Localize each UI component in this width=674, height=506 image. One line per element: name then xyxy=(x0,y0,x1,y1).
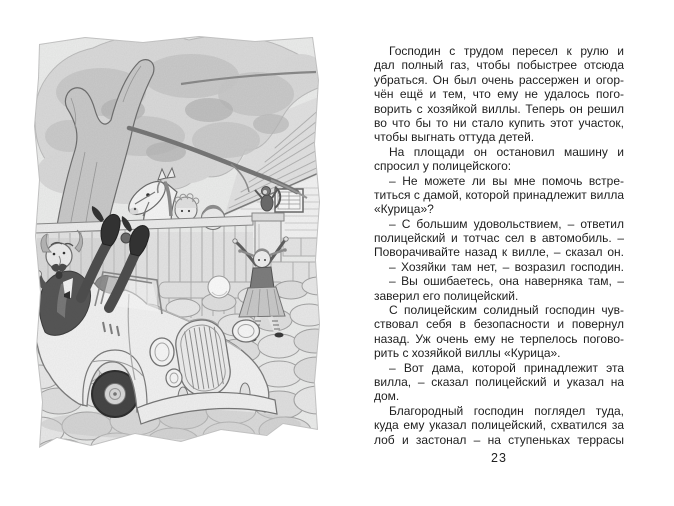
text-line: спросил у полицейского: xyxy=(374,159,512,174)
text-line: – Вот дама, которой принадлежит эта xyxy=(389,360,624,375)
text-line: дал полный газ, чтобы побыстрее отсюда xyxy=(374,58,624,73)
right-page xyxy=(374,44,624,447)
text-line: дом. xyxy=(374,389,400,404)
text-line: – С большим удовольствием, – ответил xyxy=(389,216,624,231)
text-line: ствовал себя в безопасности и повернул xyxy=(374,317,624,332)
text-line: лоб и застонал – на ступеньках террасы xyxy=(374,432,624,447)
illustration xyxy=(31,32,323,464)
text-line: чён ещё и тем, что ему не удалось пого- xyxy=(374,87,624,102)
text-line: титься с дамой, которой принадлежит вилла xyxy=(374,187,624,202)
text-line: – Вы ошибаетесь, она наверняка там, – xyxy=(389,274,624,289)
text-line: убраться. Он был очень рассержен и огор- xyxy=(374,72,624,87)
text-line: На площади он остановил машину и xyxy=(389,144,624,159)
text-line: «Курица»? xyxy=(374,202,434,217)
text-line: Господин с трудом пересел к рулю и xyxy=(389,44,624,58)
text-line: во что бы то ни стало купить этот участок, xyxy=(374,115,624,130)
text-line: С полицейским солидный господин чув- xyxy=(389,303,624,318)
text-line: назад. Уж очень ему не терпелось погово- xyxy=(374,331,624,346)
text-line: Благородный господин поглядел туда, xyxy=(389,403,624,418)
text-line: – Не можете ли вы мне помочь встре- xyxy=(389,173,624,188)
text-line: ворить с хозяйкой виллы. Теперь он решил xyxy=(374,101,624,116)
page-number: 23 xyxy=(491,451,507,465)
text-line: рить с хозяйкой виллы «Курица». xyxy=(374,346,561,361)
text-block xyxy=(374,44,624,447)
pencil-grain-overlay xyxy=(31,32,323,464)
text-line: заверил его полицейский. xyxy=(374,288,519,303)
text-line: чтобы выгнать оттуда детей. xyxy=(374,130,535,145)
text-line: вилла, – сказал полицейский и указал на xyxy=(374,374,624,389)
left-page xyxy=(31,32,323,464)
text-line: полицейский и тотчас сел в автомобиль. – xyxy=(374,231,624,246)
text-line: куда ему указал полицейский, схватился за xyxy=(374,418,624,433)
text-line: Поворачивайте назад к вилле, – сказал он. xyxy=(374,245,624,260)
text-line: – Хозяйки там нет, – возразил господин. xyxy=(389,259,624,274)
